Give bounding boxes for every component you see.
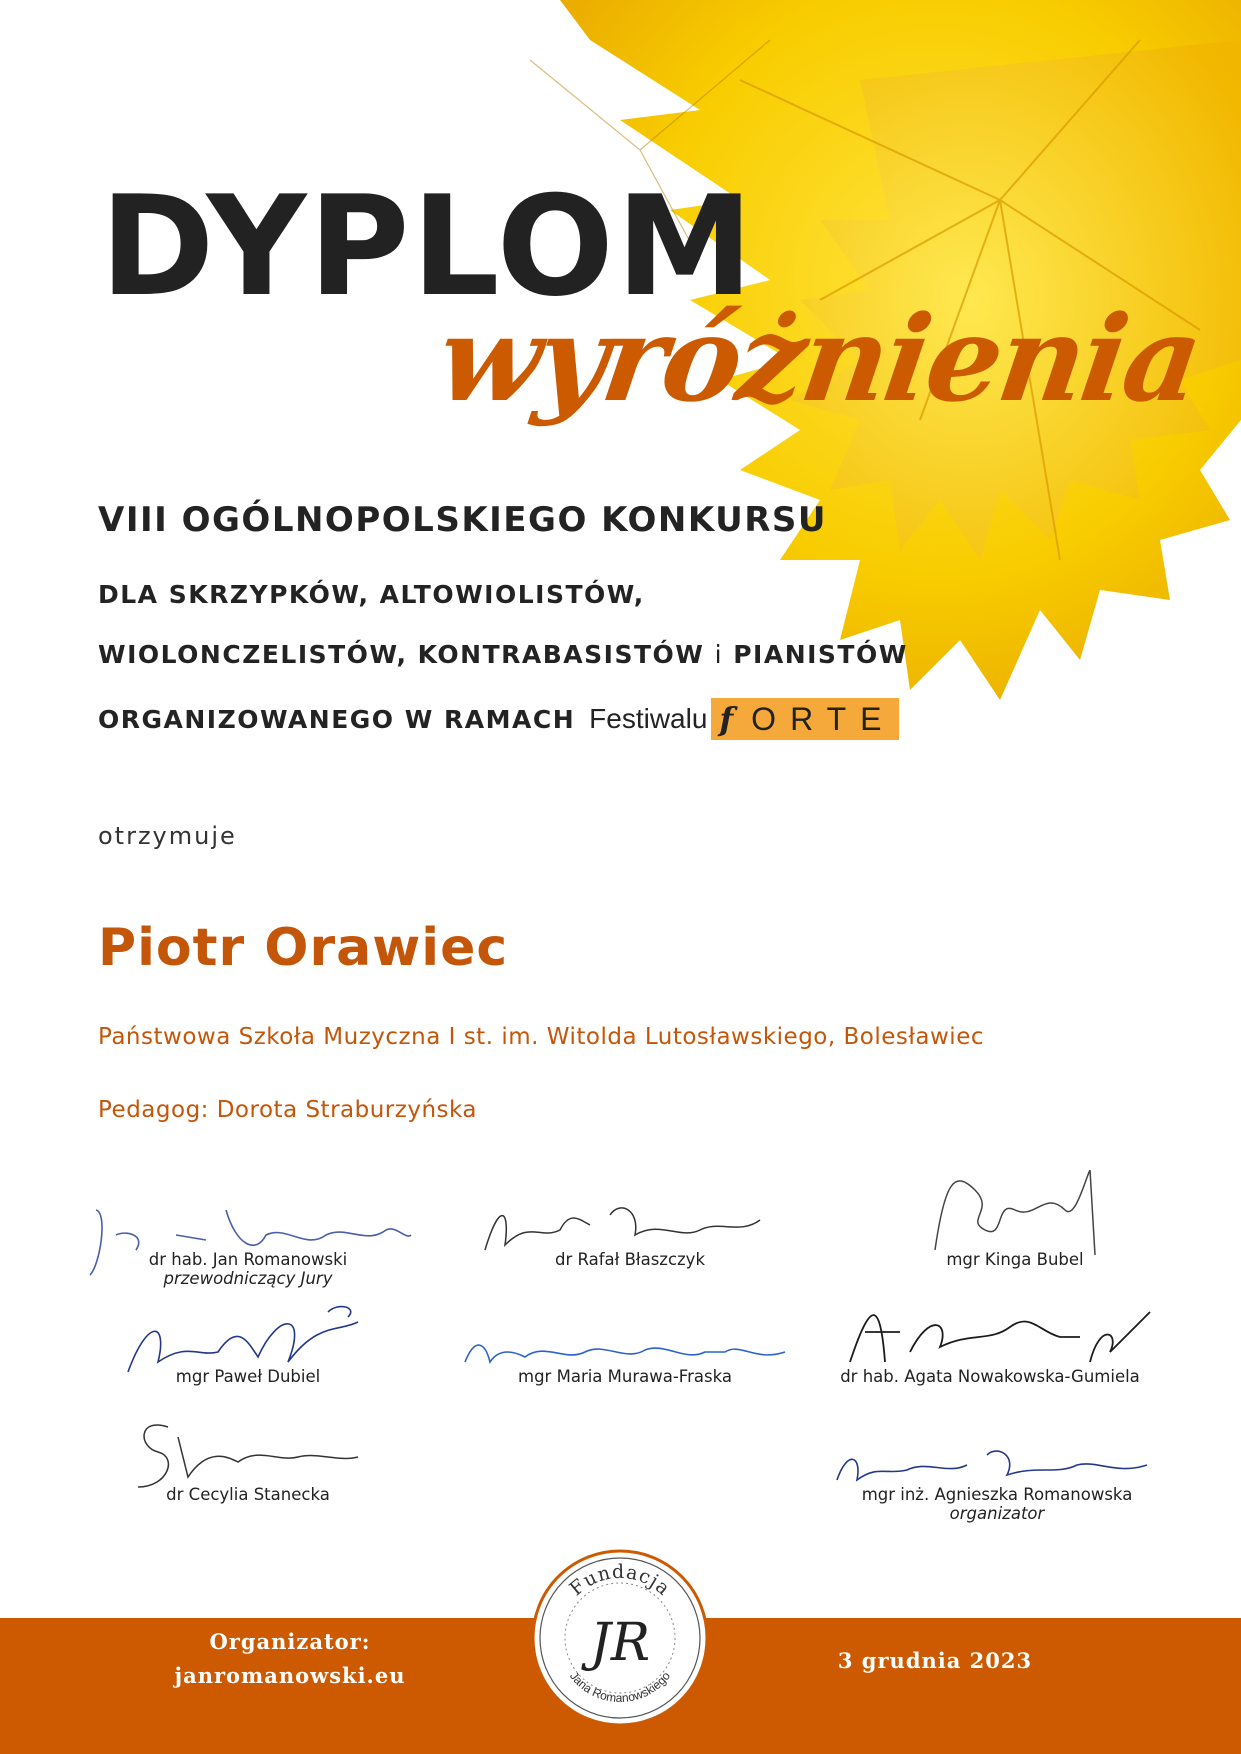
signature-block-stanecka xyxy=(88,1485,408,1504)
footer-date: 3 grudnia 2023 xyxy=(837,1648,1033,1673)
seal-top-text: Fundacja xyxy=(565,1560,675,1601)
signature-block-romanowski xyxy=(88,1250,408,1288)
signature-block-murawa-fraska xyxy=(455,1367,795,1386)
diploma-title: DYPLOM xyxy=(100,166,756,327)
receives-label: otrzymuje xyxy=(98,822,237,850)
competition-line-4 xyxy=(98,698,899,740)
seal-monogram: JR xyxy=(590,1613,650,1673)
festival-word: Festiwalu xyxy=(589,703,708,734)
signature-block-dubiel xyxy=(88,1367,408,1386)
signature-block-nowakowska-gumiela xyxy=(820,1367,1160,1386)
handwritten-signature-blaszczyk xyxy=(470,1190,790,1270)
recipient-teacher: Pedagog: Dorota Straburzyńska xyxy=(98,1097,478,1123)
signer-role-romanowski: przewodniczący Jury xyxy=(163,1269,333,1288)
signature-block-blaszczyk xyxy=(470,1250,790,1269)
seal-bottom-text: Jana Romanowskiego xyxy=(566,1669,674,1706)
handwritten-signature-murawa-fraska xyxy=(455,1322,795,1382)
signer-role-agnieszka-romanowska: organizator xyxy=(949,1504,1045,1523)
signature-block-agnieszka-romanowska xyxy=(837,1485,1157,1523)
handwritten-signature-bubel xyxy=(875,1160,1175,1260)
competition-line-3-part-2: PIANISTÓW xyxy=(723,640,908,669)
signer-name-dubiel: mgr Paweł Dubiel xyxy=(175,1367,321,1386)
handwritten-signature-stanecka xyxy=(88,1407,408,1497)
forte-festival-logo xyxy=(711,698,899,740)
handwritten-signature-nowakowska-gumiela xyxy=(820,1292,1160,1382)
recipient-school: Państwowa Szkoła Muzyczna I st. im. Witolda Lutosławskiego, Bolesławiec xyxy=(98,1024,984,1050)
forte-logo-f: f xyxy=(719,700,752,738)
footer-organizer xyxy=(170,1625,410,1693)
organizer-website[interactable]: janromanowski.eu xyxy=(174,1663,406,1688)
signer-name-stanecka: dr Cecylia Stanecka xyxy=(166,1485,330,1504)
signer-name-romanowski: dr hab. Jan Romanowski xyxy=(148,1250,348,1269)
foundation-seal xyxy=(530,1548,710,1728)
forte-logo-text: ORTE xyxy=(751,701,896,737)
handwritten-signature-dubiel xyxy=(88,1302,408,1382)
signer-name-bubel: mgr Kinga Bubel xyxy=(946,1250,1084,1269)
handwritten-signature-agnieszka-romanowska xyxy=(817,1435,1177,1495)
competition-line-4-text: ORGANIZOWANEGO W RAMACH xyxy=(98,704,576,734)
competition-line-2: DLA SKRZYPKÓW, ALTOWIOLISTÓW, xyxy=(98,580,645,609)
signer-name-murawa-fraska: mgr Maria Murawa-Fraska xyxy=(518,1367,732,1386)
diploma-subtitle: wyróżnienia xyxy=(430,289,1208,428)
signer-name-nowakowska-gumiela: dr hab. Agata Nowakowska-Gumiela xyxy=(840,1367,1140,1386)
competition-line-3-part-1: WIOLONCZELISTÓW, KONTRABASISTÓW xyxy=(98,640,715,669)
competition-line-1: VIII OGÓLNOPOLSKIEGO KONKURSU xyxy=(98,500,827,540)
handwritten-signature-romanowski xyxy=(86,1195,416,1285)
organizer-label: Organizator: xyxy=(209,1629,371,1654)
signer-name-blaszczyk: dr Rafał Błaszczyk xyxy=(555,1250,705,1269)
recipient-name: Piotr Orawiec xyxy=(98,918,509,978)
signer-name-agnieszka-romanowska: mgr inż. Agnieszka Romanowska xyxy=(861,1485,1133,1504)
signature-block-bubel xyxy=(855,1250,1175,1269)
competition-line-3 xyxy=(98,640,908,669)
competition-line-3-conjunction: i xyxy=(714,640,724,669)
